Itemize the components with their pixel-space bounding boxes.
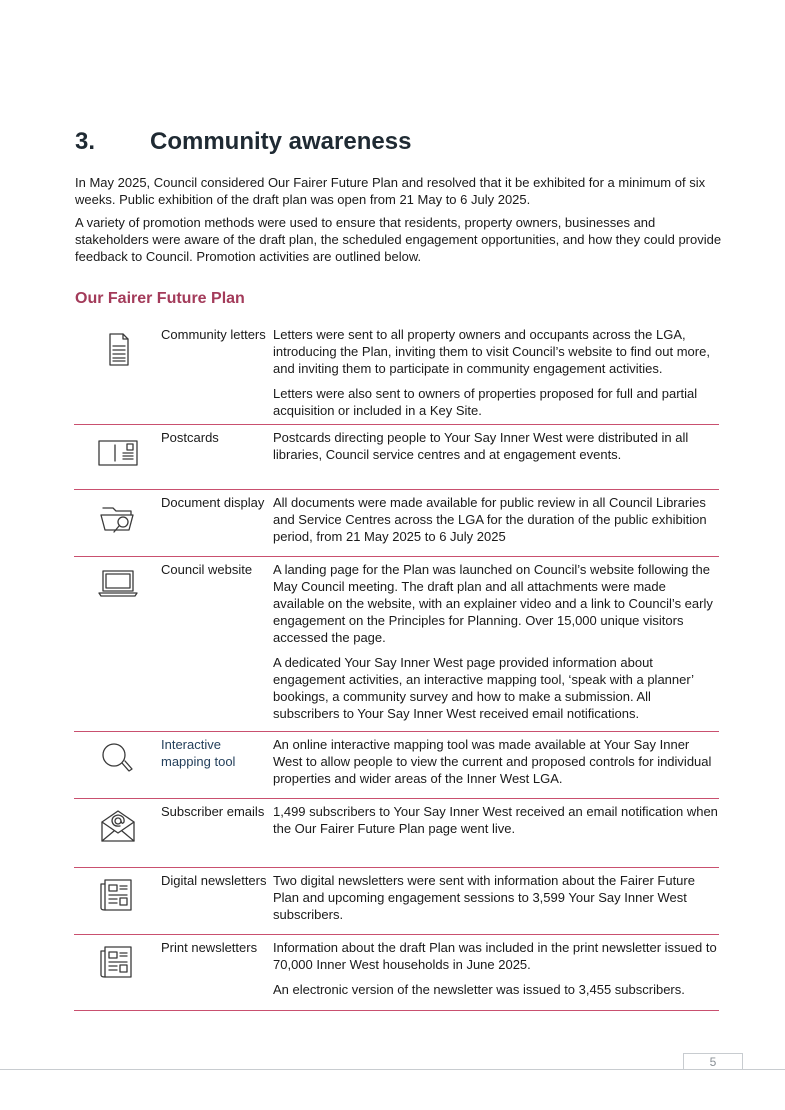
row-label: Community letters — [161, 327, 266, 342]
table-row — [74, 868, 719, 935]
postcard-icon — [97, 433, 139, 476]
row-description: An online interactive mapping tool was made available at Your Say Inner West to allow people to view the current and proposed controls for individual properties and wider areas of the Inner West LGA. — [273, 737, 712, 786]
folder-search-icon — [97, 498, 139, 541]
row-description: 1,499 subscribers to Your Say Inner West received an email notification when the Our Fairer Future Plan page went live. — [273, 804, 718, 836]
row-description: Letters were sent to all property owners and occupants across the LGA, introducing the Plan, inviting them to visit Council’s website to find out more, and inviting them to participate in community engagement activities. — [273, 327, 710, 376]
page-number: 5 — [683, 1053, 743, 1069]
section-number: 3. — [75, 128, 96, 155]
section-title: Community awareness — [150, 128, 412, 155]
magnifier-icon — [97, 740, 139, 783]
table-row — [74, 322, 719, 425]
email-icon — [97, 807, 139, 850]
newspaper-icon — [97, 943, 139, 986]
subheading: Our Fairer Future Plan — [75, 290, 245, 307]
row-description: Postcards directing people to Your Say Inner West were distributed in all libraries, Council service centres and at engagement events. — [273, 430, 689, 462]
section-heading — [75, 128, 411, 156]
intro-paragraph-2: A variety of promotion methods were used to ensure that residents, property owners, businesses and stakeholders were aware of the draft plan, the scheduled engagement opportunities, and how they could provide feedback to Council. Promotion activities are outlined below. — [75, 215, 722, 264]
row-description: Information about the draft Plan was included in the print newsletter issued to 70,000 Inner West households in June 2025. — [273, 940, 717, 972]
table-row — [74, 935, 719, 1011]
row-description: A landing page for the Plan was launched on Council’s website following the May Council meeting. The draft plan and all attachments were made available on the website, with an explainer video and a link to Council’s early engagement on the Principles for Planning. Over 15,000 unique visitors accessed the page. — [273, 562, 713, 645]
table-row — [74, 732, 719, 799]
row-description: An electronic version of the newsletter was issued to 3,455 subscribers. — [273, 982, 685, 997]
letter-icon — [97, 330, 139, 373]
row-description: Two digital newsletters were sent with information about the Fairer Future Plan and upcoming engagement sessions to 3,599 Your Say Inner West subscribers. — [273, 873, 695, 922]
laptop-icon — [97, 565, 139, 608]
row-description: All documents were made available for public review in all Council Libraries and Service Centres across the LGA for the duration of the public exhibition period, from 21 May 2025 to 6 July 2025 — [273, 495, 707, 544]
row-label: Print newsletters — [161, 940, 258, 955]
row-label: Postcards — [161, 430, 219, 445]
table-row — [74, 425, 719, 490]
row-description: A dedicated Your Say Inner West page provided information about engagement activities, an interactive mapping tool, ‘speak with a planner’ bookings, a community survey and how to make a submission. All subscribers to Your Say Inner West received email notifications. — [273, 655, 694, 721]
table-row — [74, 799, 719, 868]
intro-paragraph-1: In May 2025, Council considered Our Fairer Future Plan and resolved that it be exhibited for a minimum of six weeks. Public exhibition of the draft plan was open from 21 May to 6 July 2025. — [75, 175, 706, 207]
newsletter-icon — [97, 876, 139, 919]
row-description: Letters were also sent to owners of properties proposed for full and partial acquisition or included in a Key Site. — [273, 386, 698, 418]
row-label: Council website — [161, 562, 253, 577]
row-label: Interactive mapping tool — [161, 737, 236, 769]
footer-divider — [0, 1069, 785, 1070]
promotion-table — [74, 322, 719, 1011]
table-row — [74, 490, 719, 557]
row-label: Digital newsletters — [161, 873, 267, 888]
row-label: Document display — [161, 495, 265, 510]
row-label: Subscriber emails — [161, 804, 265, 819]
table-row — [74, 557, 719, 732]
